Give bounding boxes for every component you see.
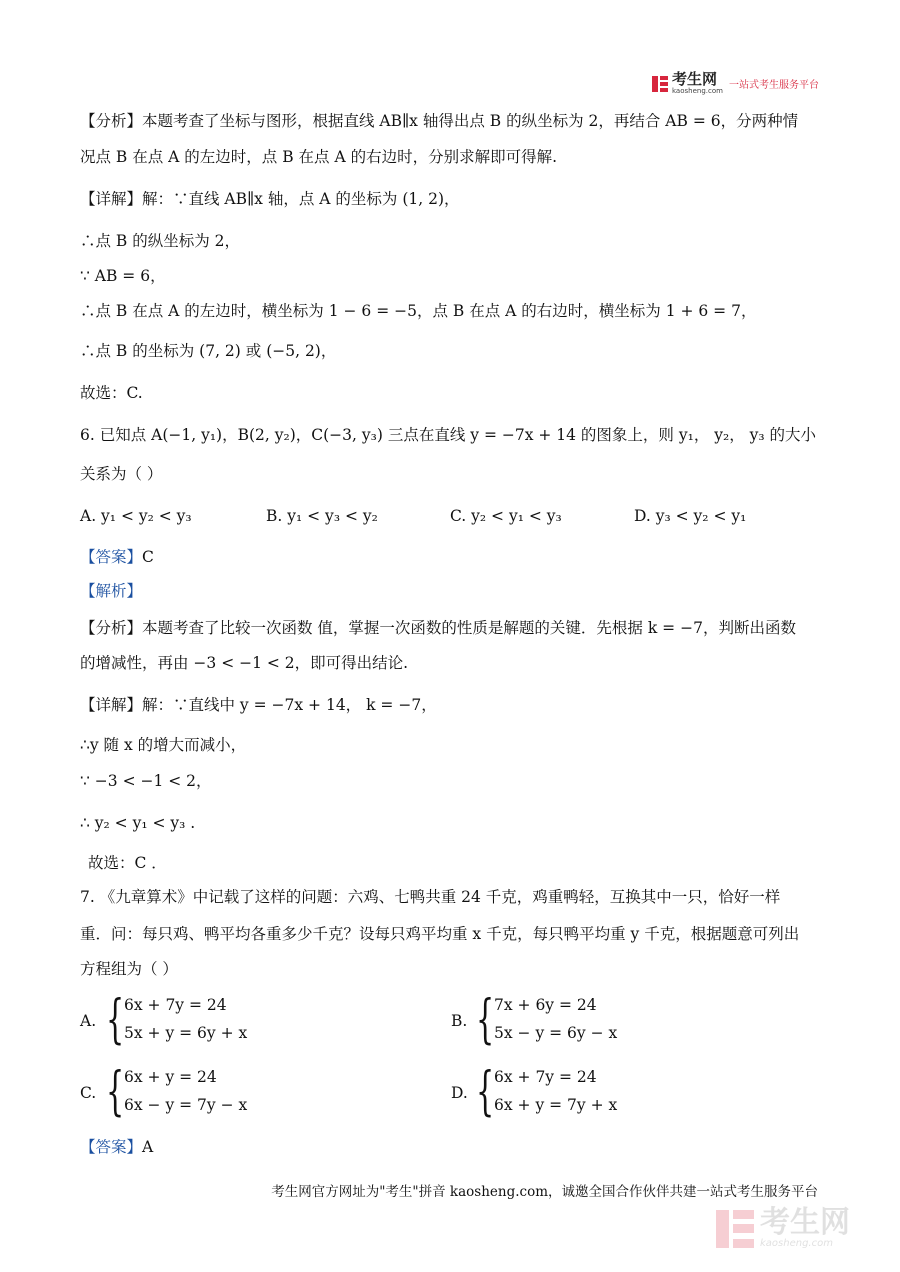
q6-option-a: A. y₁ < y₂ < y₃ <box>80 507 192 525</box>
logo-name: 考生网 <box>672 70 718 88</box>
answer-value: C <box>142 548 154 566</box>
q6-option-b: B. y₁ < y₃ < y₂ <box>266 507 378 525</box>
watermark-sub: kaosheng.com <box>760 1238 833 1249</box>
q7-option-b-label: B. <box>451 1012 468 1030</box>
equation-2: 6x + y = 7y + x <box>494 1096 618 1114</box>
q7-option-a-system <box>106 990 306 1050</box>
analysis-line-1: 【分析】本题考查了坐标与图形，根据直线 AB∥x 轴得出点 B 的纵坐标为 2，再结合 AB = 6，分两种情 <box>80 112 799 130</box>
question-7-line-2: 重．问：每只鸡、鸭平均各重多少千克？设每只鸡平均重 x 千克，每只鸭平均重 y 千克，根据题意可列出 <box>80 925 800 943</box>
q7-option-d-system <box>476 1062 676 1122</box>
q6-detail-line-4: ∴ y₂ < y₁ < y₃ . <box>80 814 196 832</box>
logo-mark-icon <box>652 76 668 92</box>
q6-analysis-line-2: 的增减性，再由 −3 < −1 < 2，即可得出结论. <box>80 654 409 672</box>
q6-choice-line: 故选：C ． <box>88 854 167 872</box>
answer-tag: 【答案】 <box>80 548 143 566</box>
header-logo <box>652 72 819 95</box>
equation-2: 5x − y = 6y − x <box>494 1024 618 1042</box>
q6-detail-line-3: ∵ −3 < −1 < 2， <box>80 772 212 790</box>
logo-slogan: 一站式考生服务平台 <box>728 80 819 91</box>
watermark <box>716 1205 850 1249</box>
q6-detail-line-2: ∴y 随 x 的增大而减小， <box>80 736 247 754</box>
question-7-line-1: 7. 《九章算术》中记载了这样的问题：六鸡、七鸭共重 24 千克，鸡重鸭轻，互换其中一只，恰好一样 <box>80 888 781 906</box>
detail-line-5: ∴点 B 的坐标为 (7, 2) 或 (−5, 2)， <box>80 342 337 360</box>
choice-line: 故选：C. <box>80 384 143 402</box>
brace-icon: { <box>476 990 495 1050</box>
brace-icon: { <box>476 1062 495 1122</box>
question-6-line-1: 6. 已知点 A(−1, y₁)，B(2, y₂)，C(−3, y₃) 三点在直线 y = −7x + 14 的图象上，则 y₁， y₂， y₃ 的大小 <box>80 426 817 444</box>
detail-line-2: ∴点 B 的纵坐标为 2， <box>80 232 241 250</box>
analysis-line-2: 况点 B 在点 A 的左边时，点 B 在点 A 的右边时，分别求解即可得解. <box>80 148 558 166</box>
footer-text: 考生网官方网址为"考生"拼音 kaosheng.com，诚邀全国合作伙伴共建一站式考生服务平台 <box>271 1184 818 1200</box>
q7-option-b-system <box>476 990 676 1050</box>
answer-7 <box>80 1136 153 1158</box>
jiexi-tag: 【解析】 <box>80 582 143 600</box>
q6-detail-line-1: 【详解】解：∵直线中 y = −7x + 14， k = −7， <box>80 696 437 714</box>
equation-1: 6x + y = 24 <box>124 1068 217 1086</box>
q6-option-c: C. y₂ < y₁ < y₃ <box>450 507 562 525</box>
equation-1: 6x + 7y = 24 <box>494 1068 597 1086</box>
q7-option-c-system <box>106 1062 306 1122</box>
answer-6 <box>80 546 154 568</box>
answer-value: A <box>142 1138 154 1156</box>
question-6-line-2: 关系为（ ） <box>80 465 163 483</box>
q6-option-d: D. y₃ < y₂ < y₁ <box>634 507 747 525</box>
question-7-line-3: 方程组为（ ） <box>80 960 178 978</box>
brace-icon: { <box>106 1062 125 1122</box>
q7-option-a-label: A. <box>80 1012 97 1030</box>
detail-line-3: ∵ AB = 6， <box>80 267 166 285</box>
watermark-name: 考生网 <box>760 1205 850 1240</box>
q7-option-d-label: D. <box>451 1084 468 1102</box>
answer-tag: 【答案】 <box>80 1138 143 1156</box>
detail-line-1: 【详解】解：∵直线 AB∥x 轴，点 A 的坐标为 (1, 2)， <box>80 190 460 208</box>
brace-icon: { <box>106 990 125 1050</box>
q6-analysis-line-1: 【分析】本题考查了比较一次函数 值，掌握一次函数的性质是解题的关键．先根据 k = −7，判断出函数 <box>80 619 796 637</box>
watermark-mark-icon <box>716 1210 754 1248</box>
detail-line-4: ∴点 B 在点 A 的左边时，横坐标为 1 − 6 = −5，点 B 在点 A 的右边时，横坐标为 1 + 6 = 7， <box>80 302 757 320</box>
q7-option-c-label: C. <box>80 1084 97 1102</box>
equation-1: 7x + 6y = 24 <box>494 996 597 1014</box>
equation-1: 6x + 7y = 24 <box>124 996 227 1014</box>
equation-2: 5x + y = 6y + x <box>124 1024 248 1042</box>
equation-2: 6x − y = 7y − x <box>124 1096 248 1114</box>
logo-sub: kaosheng.com <box>672 87 723 95</box>
